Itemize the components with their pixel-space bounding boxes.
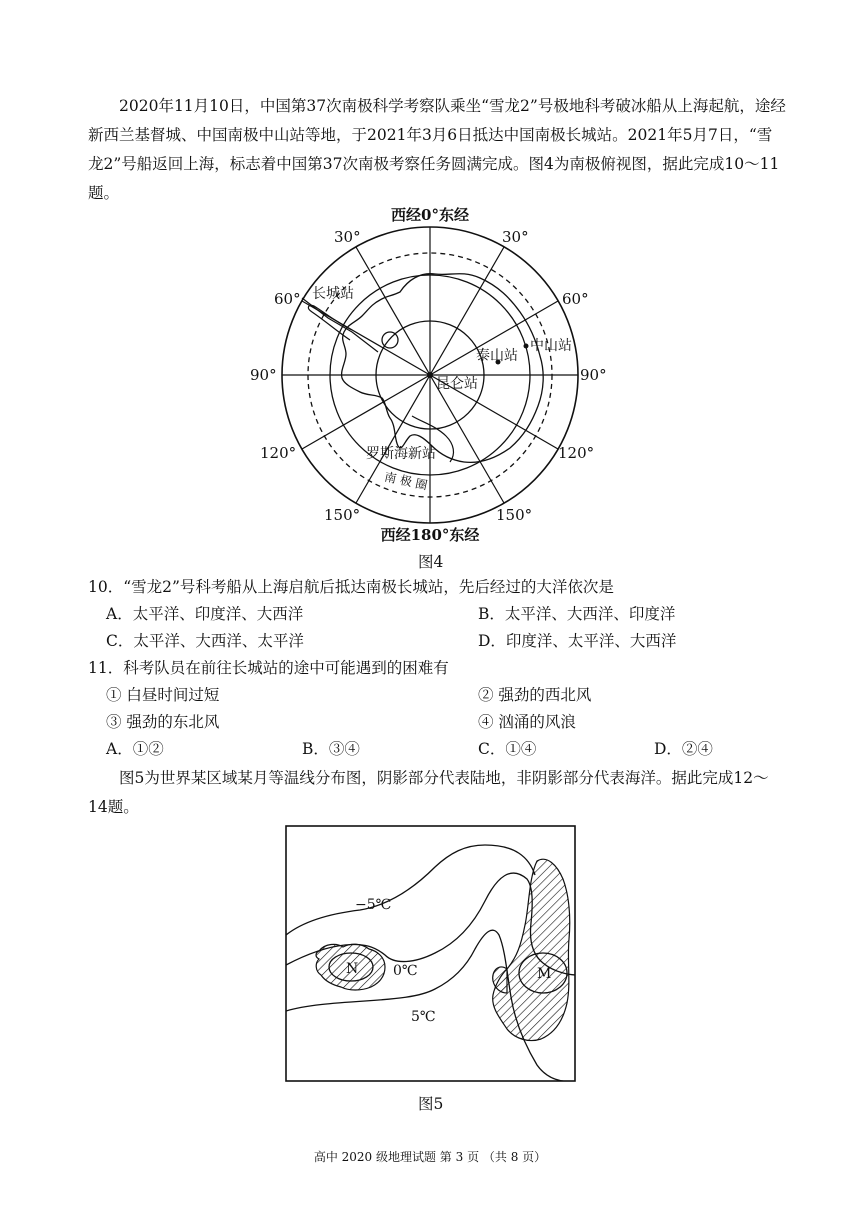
taishan-label: 泰山站 (476, 348, 518, 364)
q11-option-c[interactable]: C．①④ (478, 740, 537, 758)
changcheng-label: 长城站 (312, 286, 354, 302)
figure-4-antarctica-map (240, 200, 620, 550)
figure-5-isotherm-map (285, 825, 577, 1083)
deg-60-right: 60° (562, 290, 589, 308)
bottom-meridian-label: 西经180°东经 (380, 526, 480, 544)
question-10-stem: 10．“雪龙2”号科考船从上海启航后抵达南极长城站，先后经过的大洋依次是 (88, 578, 614, 596)
changcheng-marker (382, 332, 398, 348)
page-footer: 高中 2020 级地理试题 第 3 页 （共 8 页） (313, 1150, 547, 1164)
q10-option-a[interactable]: A．太平洋、印度洋、大西洋 (106, 605, 304, 623)
figure-5-caption: 图5 (418, 1095, 444, 1113)
deg-90-left: 90° (250, 366, 277, 384)
label-n: N (346, 961, 359, 977)
q10-option-b[interactable]: B．太平洋、大西洋、印度洋 (478, 605, 676, 623)
top-meridian-label: 西经0°东经 (391, 206, 469, 224)
deg-150-right: 150° (496, 506, 533, 524)
deg-120-left: 120° (260, 444, 297, 462)
passage-10-11: 2020年11月10日，中国第37次南极科学考察队乘坐“雪龙2”号极地科考破冰船从上海起航，途经新西兰基督城、中国南极中山站等地，于2021年3月6日抵达中国南极长城站。2021年5月7日，“雪龙2”号船返回上海，标志着中国第37次南极考察任务圆满完成。图4为南极俯视图，据此完成10～11题。 (88, 97, 786, 202)
label-0: 0℃ (393, 963, 418, 979)
label-m: M (537, 966, 552, 982)
q11-option-d[interactable]: D．②④ (654, 740, 713, 758)
label-5: 5℃ (411, 1009, 436, 1025)
zhongshan-label: 中山站 (530, 338, 572, 354)
ship-route (302, 298, 378, 352)
q11-statement-4: ④ 汹涌的风浪 (478, 713, 576, 731)
zhongshan-dot (524, 344, 529, 349)
deg-30-right: 30° (502, 228, 529, 246)
deg-30-left: 30° (334, 228, 361, 246)
deg-150-left: 150° (324, 506, 361, 524)
q11-statement-3: ③ 强劲的东北风 (106, 713, 220, 731)
deg-90-right: 90° (580, 366, 607, 384)
kunlun-dot (427, 372, 433, 378)
q11-option-b[interactable]: B．③④ (302, 740, 360, 758)
q11-statement-2: ② 强劲的西北风 (478, 686, 592, 704)
figure-4-caption: 图4 (418, 553, 444, 571)
label-minus5: −5℃ (355, 897, 392, 913)
rossea-label: 罗斯海新站 (366, 446, 436, 462)
deg-60-left: 60° (274, 290, 301, 308)
kunlun-label: 昆仑站 (436, 376, 478, 392)
antarctic-circle-label: 南 极 圈 (383, 469, 429, 493)
passage-12-14: 图5为世界某区域某月等温线分布图，阴影部分代表陆地，非阴影部分代表海洋。据此完成12～14题。 (88, 769, 769, 816)
q11-statement-1: ① 白昼时间过短 (106, 686, 220, 704)
q10-option-c[interactable]: C．太平洋、大西洋、太平洋 (106, 632, 304, 650)
deg-120-right: 120° (558, 444, 595, 462)
question-11-stem: 11．科考队员在前往长城站的途中可能遇到的困难有 (88, 659, 449, 677)
q11-option-a[interactable]: A．①② (106, 740, 164, 758)
q10-option-d[interactable]: D．印度洋、太平洋、大西洋 (478, 632, 677, 650)
